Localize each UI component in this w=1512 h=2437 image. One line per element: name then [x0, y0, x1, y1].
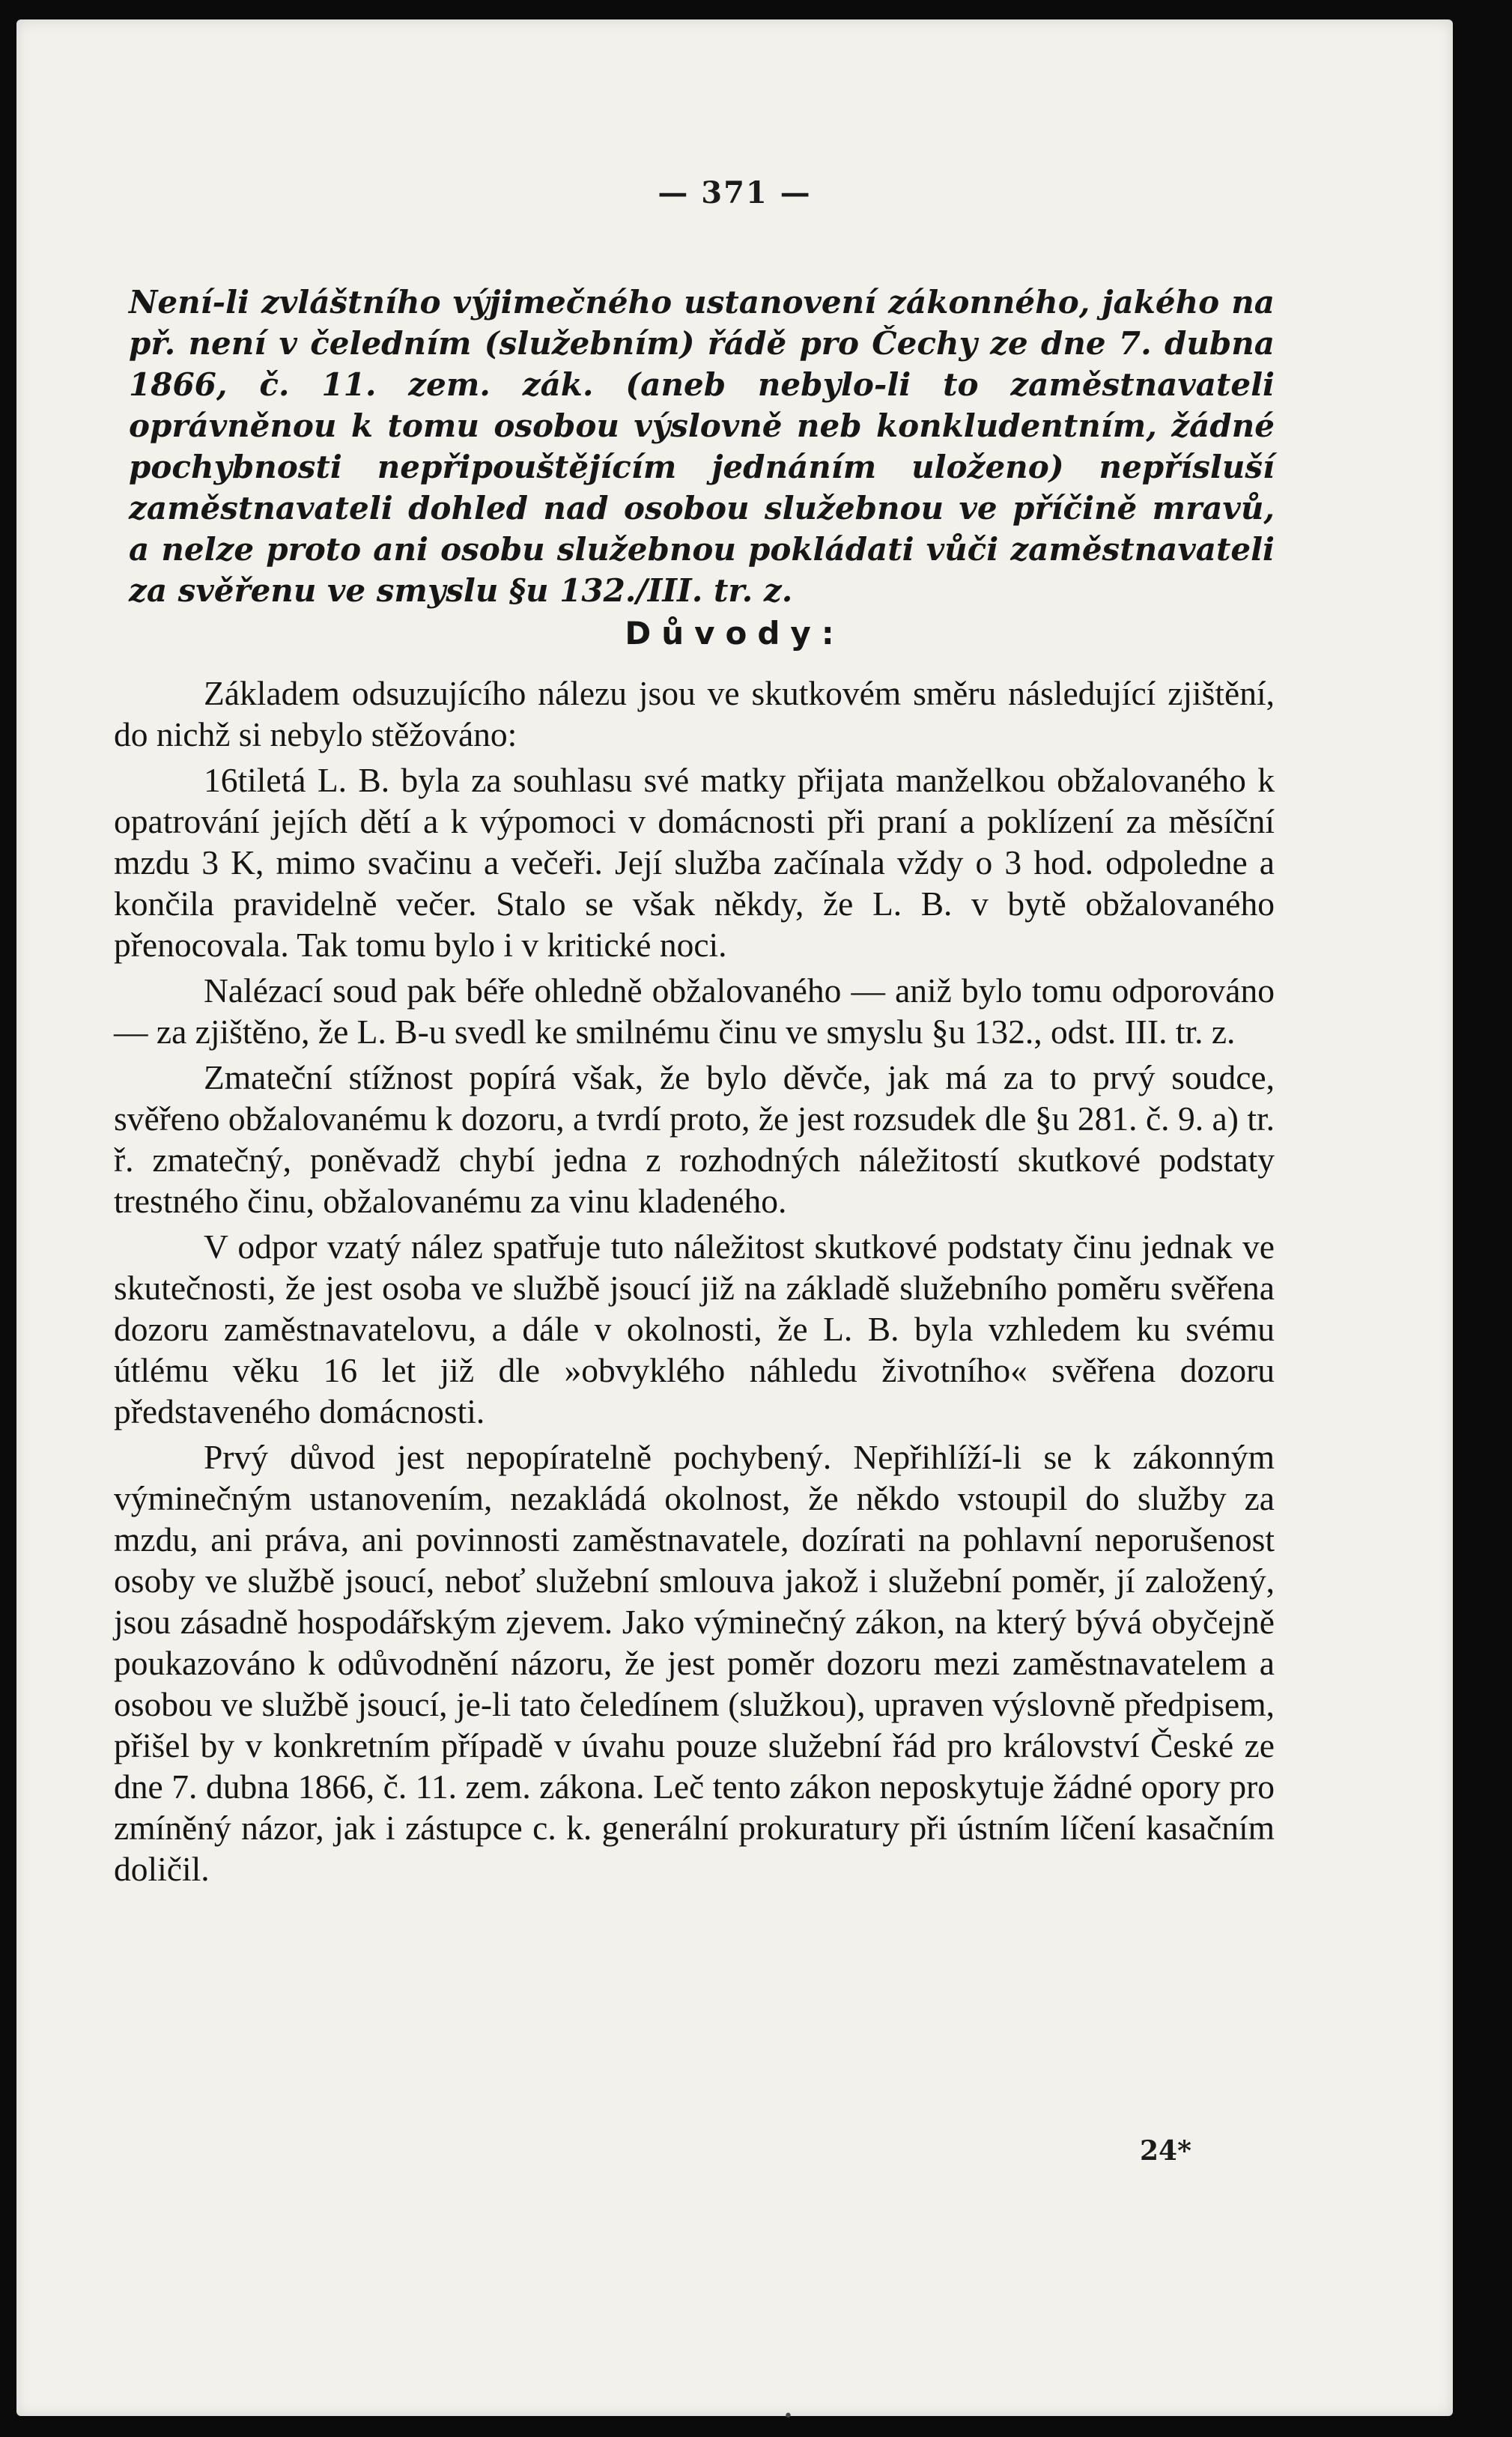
headnote-summary: Není-li zvláštního výjimečného ustanovení zákonného, jakého na př. není v čeledním (služebním) řádě pro Čechy ze dne 7. dubna 1866, č. 11. zem. zák. (aneb nebylo-li to zaměstnavateli oprávněnou k tomu osobou výslovně neb konkludentním, žádné pochybnosti nepřipouštějícím jednáním uloženo) nepřísluší zaměstnavateli dohled nad osobou služebnou ve příčině mravů, a nelze proto ani osobu služebnou pokládati vůči zaměstnavateli za svěřenu ve smyslu §u 132./III. tr. z. — [129, 284, 1275, 609]
signature-mark: 24* — [1140, 2135, 1191, 2167]
paragraph: Zmateční stížnost popírá však, že bylo děvče, jak má za to prvý soudce, svěřeno obžalovanému k dozoru, a tvrdí proto, že jest rozsudek dle §u 281. č. 9. a) tr. ř. zmatečný, poněvadž chybí jedna z rozhodných náležitostí skutkové podstaty trestného činu, obžalovanému za vinu kladeného. — [114, 1058, 1275, 1220]
paragraph: Nalézací soud pak béře ohledně obžalovaného — aniž bylo tomu odporováno — za zjištěno, že L. B-u svedl ke smilnému činu ve smyslu §u 132., odst. III. tr. z. — [114, 971, 1275, 1051]
body-text — [114, 673, 1275, 1894]
paragraph: V odpor vzatý nález spatřuje tuto náležitost skutkové podstaty činu jednak ve skutečnosti, že jest osoba ve službě jsoucí již na základě služebního poměru svěřena dozoru zaměstnavatelovu, a dále v okolnosti, že L. B. byla vzhledem ku svému útlému věku 16 let již dle »obvyklého náhledu životního« svěřena dozoru představeného domácnosti. — [114, 1227, 1275, 1430]
page-number: — 371 — — [658, 175, 812, 210]
document-page — [16, 19, 1453, 2426]
bottom-mark: • — [783, 2407, 793, 2426]
section-heading: Důvody: — [625, 615, 845, 652]
paragraph: Prvý důvod jest nepopíratelně pochybený. Nepřihlíží-li se k zákonným výminečným ustanovením, nezakládá okolnost, že někdo vstoupil do služby za mzdu, ani práva, ani povinnosti zaměstnavatele, dozírati na pohlavní neporušenost osoby ve službě jsoucí, neboť služební smlouva jakož i služební poměr, jí založený, jsou zásadně hospodářským zjevem. Jako výminečný zákon, na který bývá obyčejně poukazováno k odůvodnění názoru, že jest poměr dozoru mezi zaměstnavatelem a osobou ve službě jsoucí, je-li tato čeledínem (služkou), upraven výslovně předpisem, přišel by v konkretním případě v úvahu pouze služební řád pro království České ze dne 7. dubna 1866, č. 11. zem. zákona. Leč tento zákon neposkytuje žádné opory pro zmíněný názor, jak i zástupce c. k. generální prokuratury při ústním líčení kasačním doličil. — [114, 1438, 1275, 1888]
paragraph: Základem odsuzujícího nálezu jsou ve skutkovém směru následující zjištění, do nichž si nebylo stěžováno: — [114, 674, 1275, 753]
paragraph: 16tiletá L. B. byla za souhlasu své matky přijata manželkou obžalovaného k opatrování jejích dětí a k výpomoci v domácnosti při praní a poklízení za měsíční mzdu 3 K, mimo svačinu a večeři. Její služba začínala vždy o 3 hod. odpoledne a končila pravidelně večer. Stalo se však někdy, že L. B. v bytě obžalovaného přenocovala. Tak tomu bylo i v kritické noci. — [114, 761, 1275, 964]
